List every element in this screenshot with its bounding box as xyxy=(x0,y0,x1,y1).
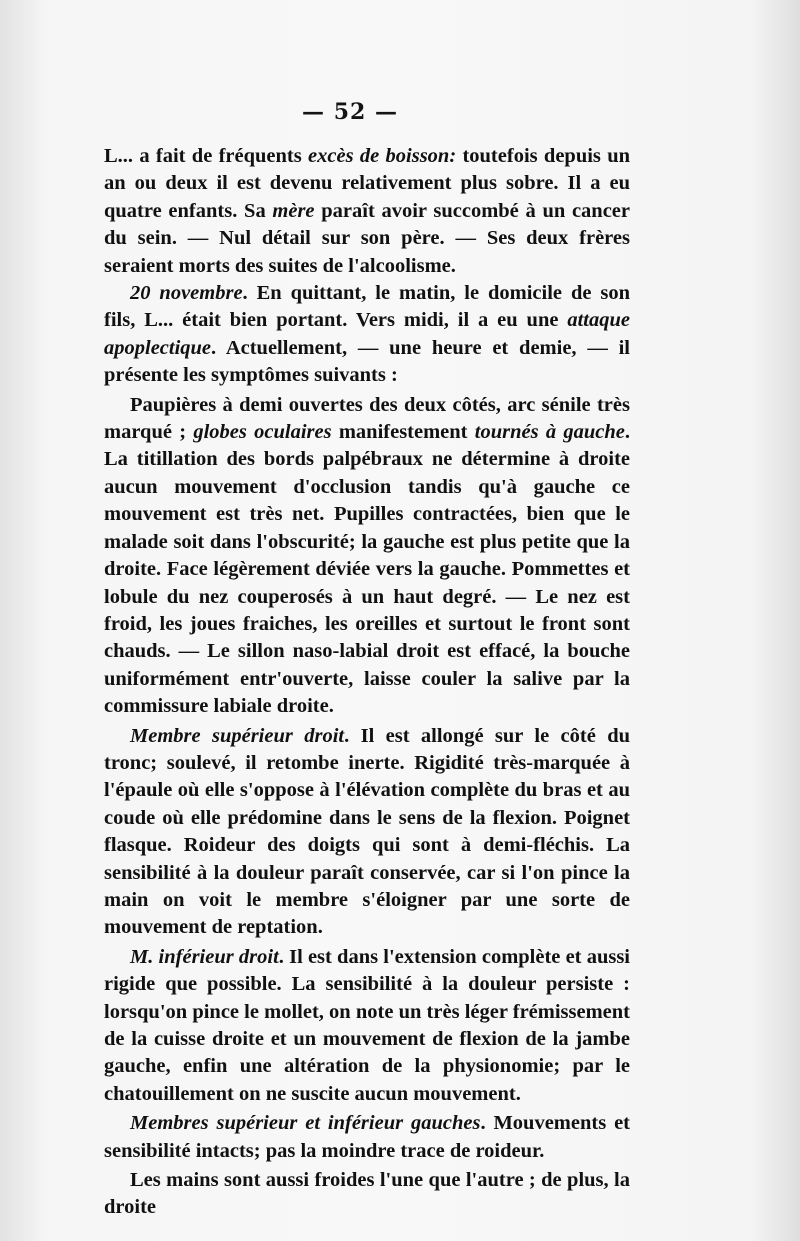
text-segment: paraît avoir succombé à un cancer du sein. — Nul détail sur son père. — Ses deux frères seraient morts des suites de l'alcoolisme. xyxy=(104,199,631,277)
italic-text: 20 novembre xyxy=(130,282,243,305)
text-segment: . Actuellement, — une heure et demie, — il présente les symptômes suivants : xyxy=(104,336,630,387)
text-segment: . En quittant, le matin, le domicile de son fils, L... était bien portant. Vers midi, il a eu une xyxy=(104,282,630,332)
paragraph xyxy=(104,723,630,942)
paragraph xyxy=(104,1167,630,1222)
body-text xyxy=(104,143,630,1222)
text-segment: . La titillation des bords palpébraux ne détermine à droite aucun mouvement d'occlusion tandis qu'à gauche ce mouvement est très net. Pupilles contractées, bien que le malade soit dans l'obscurité; la gauche est plus petite que la droite. Face légèrement déviée vers la gauche. Pommettes et lobule du nez couperosés à un haut degré. — Le nez est froid, les joues fraiches, les oreilles et surtout le front sont chauds. — Le sillon naso-labial droit est effacé, la bouche uniformément entr'ouverte, laisse couler la salive par la commissure labiale droite. xyxy=(104,421,630,718)
paragraph xyxy=(104,392,630,721)
text-segment: toutefois depuis un an ou deux il est devenu relativement plus sobre. Il a eu quatre enfants. Sa xyxy=(104,145,630,222)
italic-text: tournés à gauche xyxy=(474,421,625,444)
text-segment: manifestement xyxy=(331,421,475,444)
text-segment: Paupières à demi ouvertes des deux côtés, arc sénile très marqué ; xyxy=(104,393,630,444)
paragraph xyxy=(104,280,630,390)
text-segment: L... a fait de fréquents xyxy=(104,145,309,167)
paragraph xyxy=(104,1110,630,1165)
italic-text: globes oculaires xyxy=(193,421,332,444)
italic-text: attaque apoplectique xyxy=(104,309,630,359)
italic-text: Membres supérieur et inférieur gauches xyxy=(130,1112,481,1135)
page-number: — 52 — xyxy=(302,99,398,125)
italic-text: excès de boisson: xyxy=(308,145,457,167)
text-segment: Les mains sont aussi froides l'une que l'autre ; de plus, la droite xyxy=(104,1169,630,1219)
paragraph xyxy=(104,143,630,280)
italic-text: mère xyxy=(272,199,315,222)
italic-text: M. inférieur droit xyxy=(130,945,279,968)
italic-text: Membre supérieur droit xyxy=(130,724,345,747)
text-segment: . Il est allongé sur le côté du tronc; soulevé, il retombe inerte. Rigidité très-marquée à l'épaule où elle s'oppose à l'élévation complète du bras et au coude où elle prédomine dans le sens de la flexion. Poignet flasque. Roideur des doigts qui sont à demi-fléchis. La sensibilité à la douleur paraît conservée, car si l'on pince la main on voit le membre s'éloigner par une sorte de mouvement de reptation. xyxy=(104,724,630,939)
paragraph xyxy=(104,944,630,1108)
text-segment: . Mouvements et sensibilité intacts; pas la moindre trace de roideur. xyxy=(104,1112,631,1162)
text-segment: . Il est dans l'extension complète et aussi rigide que possible. La sensibilité à la douleur persiste : lorsqu'on pince le mollet, on note un très léger frémissement de la cuisse droite et un mouvement de flexion de la jambe gauche, enfin une altération de la physionomie; par le chatouillement on ne suscite aucun mouvement. xyxy=(104,945,630,1105)
